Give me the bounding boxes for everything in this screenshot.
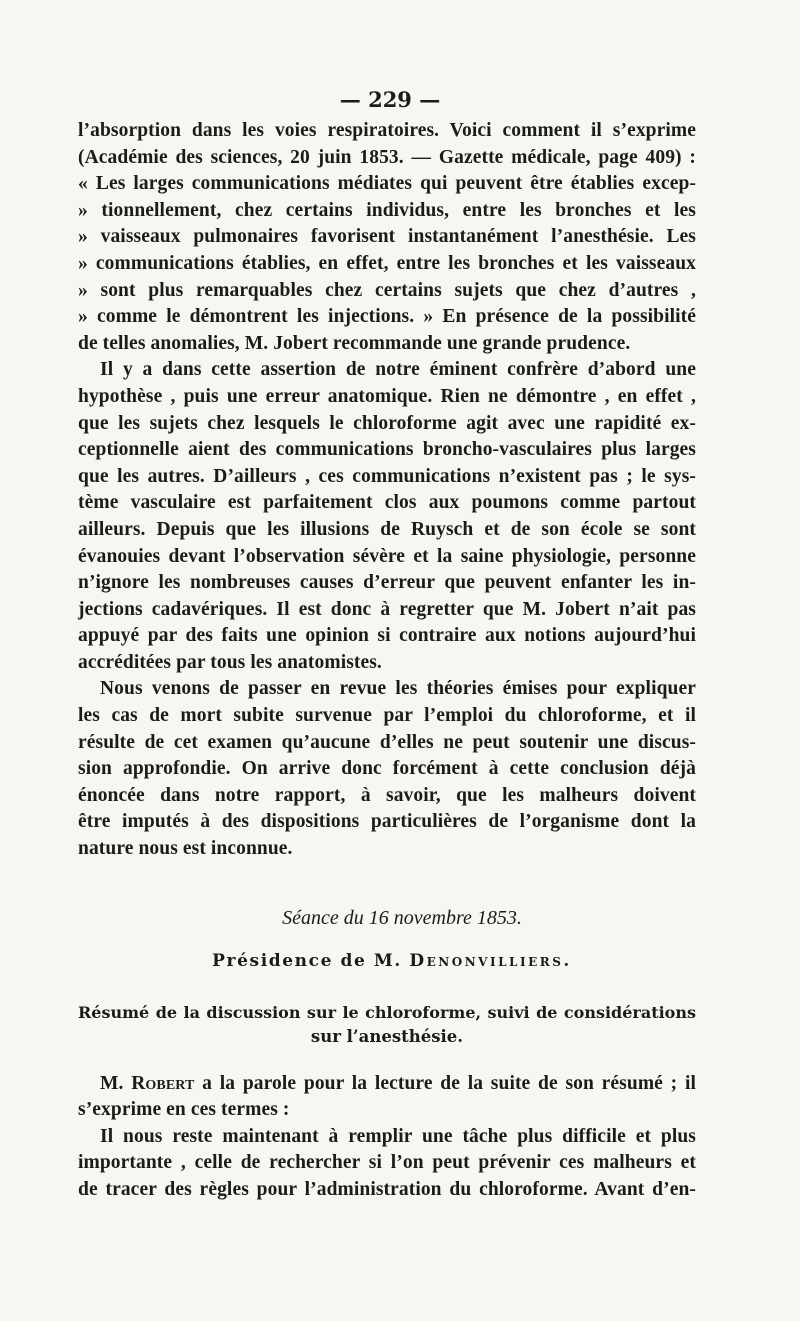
text-line: Il nous reste maintenant à remplir une tâche plus difficile et plus [100,1125,696,1147]
text-line: Nous venons de passer en revue les théories émises pour expliquer [100,678,696,700]
paragraph-refutation [78,357,696,676]
text-line: tème vasculaire est parfaitement clos aux poumons comme partout [78,492,696,514]
text-line: » vaisseaux pulmonaires favorisent instantanément l’anesthésie. Les [78,226,696,248]
paragraph-conclusion [78,676,696,862]
text-line: énoncée dans notre rapport, à savoir, que les malheurs doivent [78,784,696,806]
paragraph-jobert-quote [78,118,696,357]
text-line: Il y a dans cette assertion de notre éminent confrère d’abord une [100,359,696,381]
text-line: appuyé par des faits une opinion si contraire aux notions aujourd’hui [78,625,696,647]
text-fragment: a la parole pour la lecture de la suite de son résumé ; il [202,1072,696,1094]
text-line: ceptionnelle aient des communications broncho-vasculaires plus larges [78,439,696,461]
president-name: Denonvilliers. [409,950,572,971]
text-line: de telles anomalies, M. Jobert recommande une grande prudence. [78,332,631,354]
text-line: nature nous est inconnue. [78,838,293,860]
presidence-heading [88,951,696,971]
text-line: que les autres. D’ailleurs , ces communications n’existent pas ; le sys- [78,465,696,487]
resume-heading [78,1001,696,1049]
text-line: sion approfondie. On arrive donc forcément à cette conclusion déjà [78,758,696,780]
presidence-prefix: Présidence de M. [212,950,402,971]
text-line: ailleurs. Depuis que les illusions de Ruysch et de son école se sont [78,518,696,540]
text-line: s’exprime en ces termes : [78,1099,290,1121]
text-line: évanouies devant l’observation sévère et la saine physiologie, personne [78,545,696,567]
text-line: importante , celle de rechercher si l’on peut prévenir ces malheurs et [78,1152,696,1174]
paragraph-robert [78,1071,696,1124]
text-line: » tionnellement, chez certains individus, entre les bronches et les [78,199,696,221]
resume-heading-line: sur l’anesthésie. [310,1026,464,1046]
book-page [78,88,696,1204]
text-line: être imputés à des dispositions particulières de l’organisme dont la [78,811,696,833]
text-line: de tracer des règles pour l’administration du chloroforme. Avant d’en- [78,1179,696,1200]
page-number: — 229 — [339,87,441,112]
paragraph-task [78,1124,696,1204]
text-line: résulte de cet examen qu’aucune d’elles ne peut soutenir une discus- [78,731,696,753]
text-line: « Les larges communications médiates qui peuvent être établies excep- [78,173,696,195]
text-line: n’ignore les nombreuses causes d’erreur que peuvent enfanter les in- [78,572,696,594]
text-line: » sont plus remarquables chez certains sujets que chez d’autres , [78,279,696,301]
text-line: jections cadavériques. Il est donc à regretter que M. Jobert n’ait pas [78,598,696,620]
text-line: (Académie des sciences, 20 juin 1853. — Gazette médicale, page 409) : [78,146,696,168]
text-line: » communications établies, en effet, entre les bronches et les vaisseaux [78,252,696,274]
text-line [78,1071,696,1098]
speaker-name: Robert [131,1072,195,1094]
speaker-prefix: M. [100,1072,124,1094]
text-line: les cas de mort subite survenue par l’emploi du chloroforme, et il [78,705,696,727]
text-line: hypothèse , puis une erreur anatomique. Rien ne démontre , en effet , [78,385,696,407]
text-line: » comme le démontrent les injections. » En présence de la possibilité [78,306,696,328]
session-heading: Séance du 16 novembre 1853. [282,906,522,929]
text-line: l’absorption dans les voies respiratoires. Voici comment il s’exprime [78,120,696,141]
text-line: que les sujets chez lesquels le chloroforme agit avec une rapidité ex- [78,412,696,434]
resume-heading-line: Résumé de la discussion sur le chloroforme, suivi de considérations [78,1002,696,1022]
text-line: accréditées par tous les anatomistes. [78,651,382,673]
